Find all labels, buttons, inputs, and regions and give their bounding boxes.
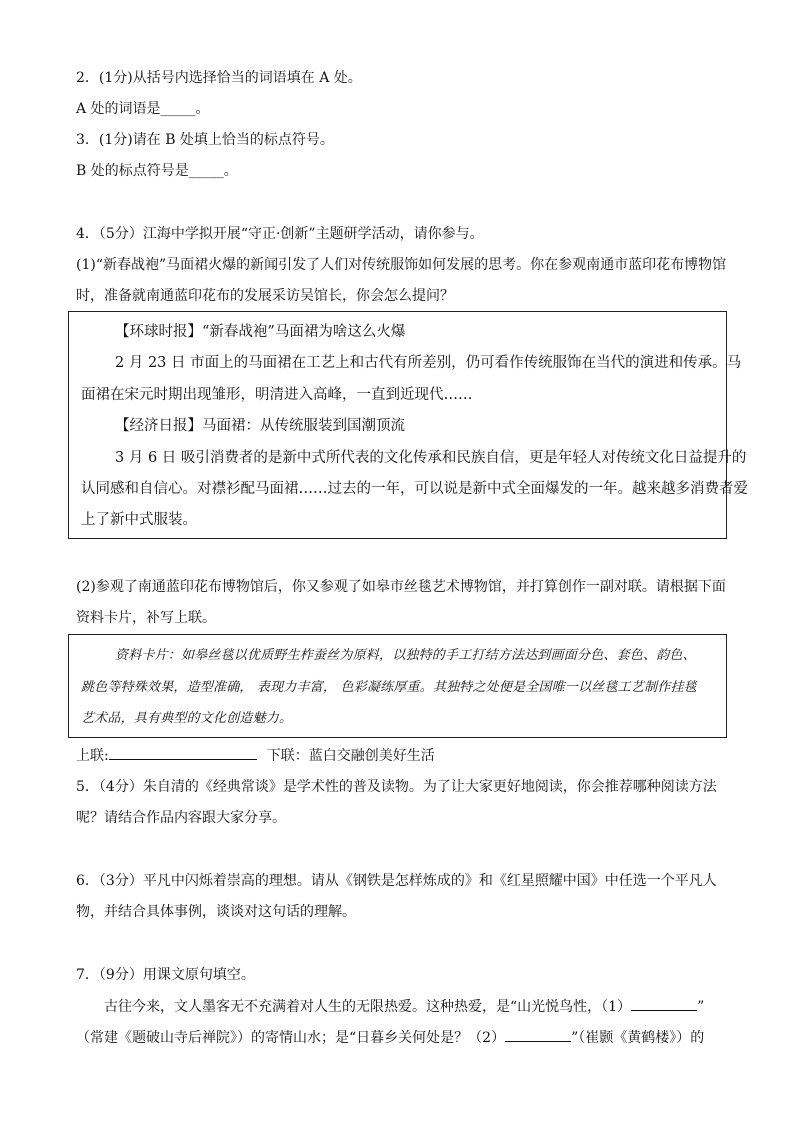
q2-prompt: 2．(1分)从括号内选择恰当的词语填在 A 处。 <box>76 70 362 86</box>
q5-line-1: 5．（4分）朱自清的《经典常谈》是学术性的普及读物。为了让大家更好地阅读，你会推荐哪种阅读方法 <box>76 779 717 795</box>
couplet-line <box>76 745 435 766</box>
news1-title: 【环球时报】“新春战袍”马面裙为啥这么火爆 <box>115 324 406 340</box>
news1-line-1: 2 月 23 日 市面上的马面裙在工艺上和古代有所差别，仍可看作传统服饰在当代的演进和传承。马 <box>115 355 742 371</box>
upper-couplet-label: 上联: <box>76 748 109 764</box>
q7-title: 7．（9分）用课文原句填空。 <box>76 967 255 983</box>
material-card <box>68 634 727 738</box>
q7-blank-1 <box>631 996 697 1011</box>
q7-line-1: 古往今来，文人墨客无不充满着对人生的无限热爱。这种热爱，是“山光悦鸟性，（1） ” <box>104 996 704 1017</box>
card-line-2: 跳色等特殊效果，造型准确， 表现力丰富， 色彩凝练厚重。其独特之处便是全国唯一以丝毯工艺制作挂毯 <box>81 680 697 695</box>
lower-couplet: 下联：蓝白交融创美好生活 <box>266 748 435 764</box>
q7-blank-2 <box>505 1027 571 1042</box>
card-line-3: 艺术品，具有典型的文化创造魅力。 <box>81 711 293 726</box>
q6-line-1: 6．（3分）平凡中闪烁着崇高的理想。请从《钢铁是怎样炼成的》和《红星照耀中国》中任选一个平凡人 <box>76 873 717 889</box>
news1-line-2: 面裙在宋元时期出现雏形，明清进入高峰，一直到近现代…… <box>81 387 473 403</box>
q5-line-2: 呢？请结合作品内容跟大家分享。 <box>76 810 286 826</box>
q4-1-line-2: 时，准备就南通蓝印花布的发展采访吴馆长，你会怎么提问？ <box>76 288 454 304</box>
news-box <box>68 311 748 539</box>
news2-title: 【经济日报】马面裙：从传统服装到国潮顶流 <box>115 418 405 434</box>
upper-couplet-blank <box>109 745 257 760</box>
q3-answer-line: B 处的标点符号是_____。 <box>76 163 238 179</box>
news2-line-1: 3 月 6 日 吸引消费者的是新中式所代表的文化传承和民族自信，更是年轻人对传统文化日益提升的 <box>115 450 747 466</box>
q4-prompt: 4．（5分）江海中学拟开展“守正·创新”主题研学活动，请你参与。 <box>76 226 484 242</box>
news2-line-2: 认同感和自信心。对襟衫配马面裙……过去的一年，可以说是新中式全面爆发的一年。越来越多消费者爱 <box>81 481 748 497</box>
card-line-1: 资料卡片：如皋丝毯以优质野生柞蚕丝为原料，以独特的手工打结方法达到画面分色、套色、韵色、 <box>115 648 696 663</box>
q7-line-2: （常建《题破山寺后禅院》）的寄情山水；是“日暮乡关何处是？（2） ”（崔颢《黄鹤楼》）的 <box>76 1027 704 1048</box>
q2-answer-line: A 处的词语是_____。 <box>76 101 210 117</box>
q4-1-line-1: (1)“新春战袍”马面裙火爆的新闻引发了人们对传统服饰如何发展的思考。你在参观南通市蓝印花布博物馆 <box>76 257 727 273</box>
news2-line-3: 上了新中式服装。 <box>81 512 197 528</box>
q6-line-2: 物，并结合具体事例，谈谈对这句话的理解。 <box>76 904 356 920</box>
q4-2-line-1: (2)参观了南通蓝印花布博物馆后，你又参观了如皋市丝毯艺术博物馆，并打算创作一副对联。请根据下面 <box>76 579 726 595</box>
q3-prompt: 3．(1分)请在 B 处填上恰当的标点符号。 <box>76 132 334 148</box>
q4-2-line-2: 资料卡片，补写上联。 <box>76 610 216 626</box>
